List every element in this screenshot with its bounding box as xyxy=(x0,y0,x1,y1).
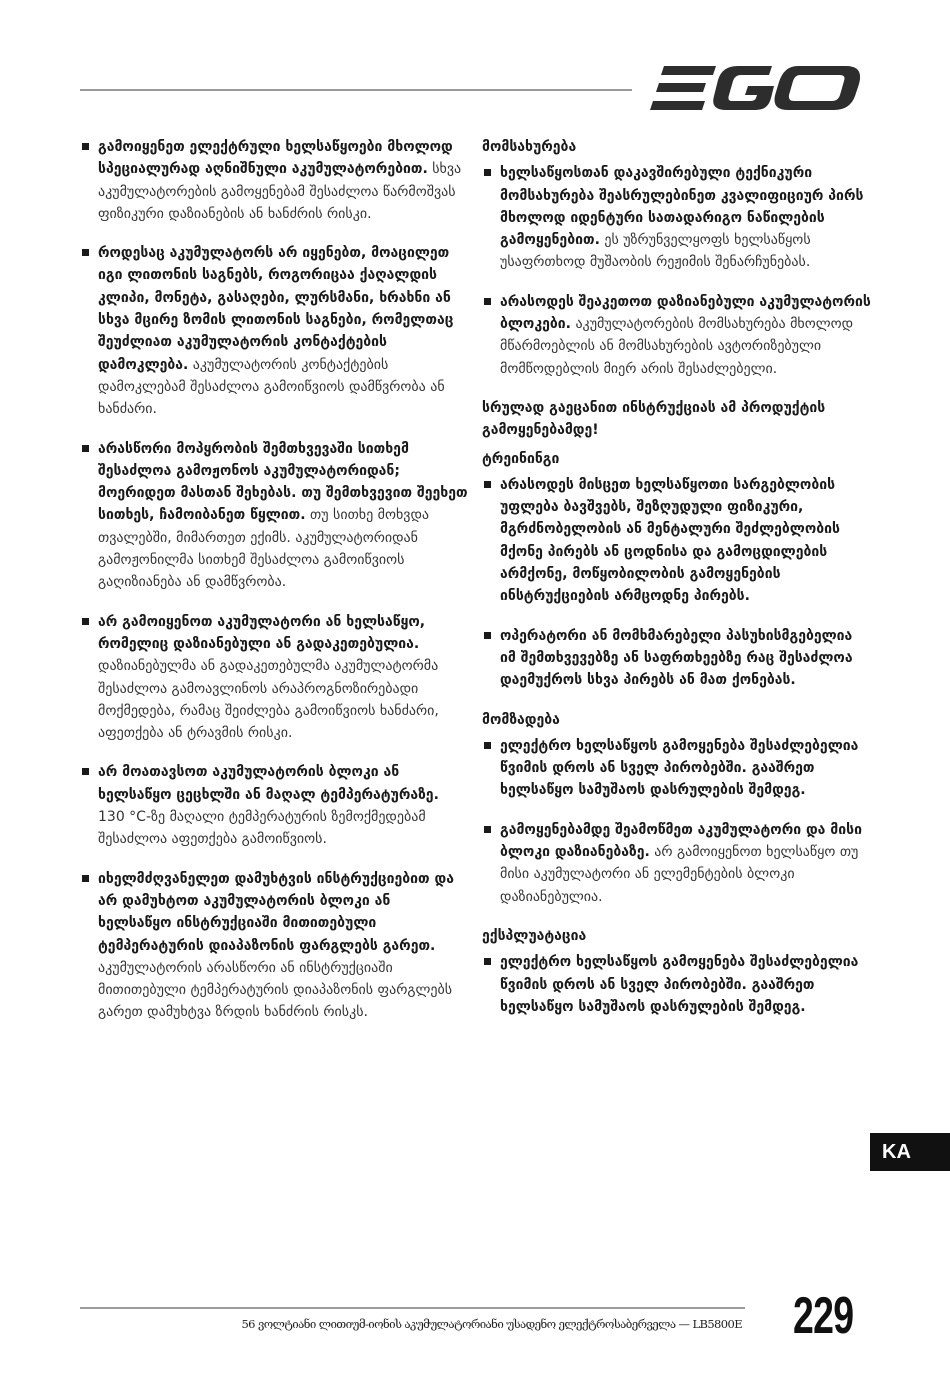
left-column xyxy=(80,136,468,1041)
list-item xyxy=(80,611,468,745)
list-item xyxy=(482,474,872,608)
footer-rule xyxy=(80,1307,745,1309)
item-text: აკუმულატორის არასწორი ან ინსტრუქციაში მითითებული ტემპერატურის დიაპაზონის ფარგლებს გარეთ დამუხტვა ზრდის ხანძრის რისკს. xyxy=(98,959,453,1021)
item-text: სხვა აკუმულატორების გამოყენებამ შესაძლოა წარმოშვას ფიზიკური დაზიანების ან ხანძრის რისკი. xyxy=(98,161,462,222)
list-item xyxy=(482,819,872,908)
item-bold-text: არ მოათავსოთ აკუმულატორის ბლოკი ან ხელსაწყო ცეცხლში ან მაღალ ტემპერატურაზე. xyxy=(98,764,439,803)
item-bold-text: გამოიყენეთ ელექტრული ხელსაწყოები მხოლოდ სპეციალურად აღნიშნული აკუმულატორებით. xyxy=(98,139,453,178)
training-list xyxy=(482,474,872,692)
item-text: აკუმულატორის კონტაქტების დამოკლებამ შესაძლოა გამოიწვიოს დამწვრობა ან ხანძარი. xyxy=(98,356,445,418)
list-item xyxy=(482,735,872,802)
section-heading-preparation: მომზადება xyxy=(482,711,560,728)
safety-list xyxy=(80,136,468,1024)
read-instructions-notice: სრულად გაეცანით ინსტრუქციას ამ პროდუქტის გამოყენებამდე! xyxy=(482,399,826,439)
item-text: 130 °C-ზე მაღალი ტემპერატურის ზემოქმედებამ შესაძლოა აფეთქება გამოიწვიოს. xyxy=(98,809,426,848)
item-bold-text: არასოდეს შეაკეთოთ დაზიანებული აკუმულატორის ბლოკები. xyxy=(500,293,871,333)
operation-list xyxy=(482,951,872,1018)
list-item xyxy=(80,136,468,225)
service-list xyxy=(482,162,872,380)
list-item xyxy=(80,761,468,850)
header-rule xyxy=(80,89,632,91)
item-text: არ გამოიყენოთ ხელსაწყო თუ მისი აკუმულატორი ან ელემენტების ბლოკი დაზიანებულია. xyxy=(500,844,859,905)
footer-product-name: 56 ვოლტიანი ლითიუმ-იონის აკუმულატორიანი უსადენო ელექტროსაბერველა — LB5800E xyxy=(241,1317,742,1331)
item-text: თუ სითხე მოხვდა თვალებში, მიმართეთ ექიმს. აკუმულატორიდან გამოჟონილმა სითხემ შესაძლოა გამოიწვიოს გაღიზიანება ან დამწვრობა. xyxy=(98,507,430,591)
list-item xyxy=(80,868,468,1024)
item-text: აკუმულატორების მომსახურება მხოლოდ მწარმოებლის ან მომსახურების ავტორიზებული მომწოდებლის მიერ არის შესაძლებელი. xyxy=(500,316,854,377)
item-bold-text: ელექტრო ხელსაწყოს გამოყენება შესაძლებელია წვიმის დროს ან სველ პირობებში. გააშრეთ ხელსაწყო სამუშაოს დასრულების შემდეგ. xyxy=(500,737,859,799)
item-bold-text: იხელმძღვანელეთ დამუხტვის ინსტრუქციებით და არ დამუხტოთ აკუმულატორის ბლოკი ან ხელსაწყო ინსტრუქციაში მითითებული ტემპერატურის დიაპაზონის ფარგლებს გარეთ. xyxy=(98,870,454,954)
section-heading-operation: ექსპლუატაცია xyxy=(482,927,587,944)
item-bold-text: არასოდეს მისცეთ ხელსაწყოთი სარგებლობის უფლება ბავშვებს, შეზღუდული ფიზიკური, მგრძნობელობის ან მენტალური შეძლებლობის მქონე პირებს ან ცოდნისა და გამოცდილების არმქონე, მოწყობილობის გამოყენების ინსტრუქციების არმცოდნე პირებს. xyxy=(500,476,840,605)
page-number: 229 xyxy=(793,1287,854,1345)
list-item xyxy=(80,438,468,594)
item-text: დაზიანებულმა ან გადაკეთებულმა აკუმულატორმა შესაძლოა გამოავლინოს არაპროგნოზირებადი მოქმედება, რამაც შეიძლება გამოიწვიოს ხანძარი, აფეთქება ან ტრავმის რისკი. xyxy=(98,658,439,742)
item-bold-text: არასწორი მოპყრობის შემთხვევაში სითხემ შესაძლოა გამოჟონოს აკუმულატორიდან; მოერიდეთ მასთან შეხებას. თუ შემთხვევით შეეხეთ სითხეს, ჩამოიბანეთ წყლით. xyxy=(98,440,468,524)
list-item xyxy=(482,291,872,380)
right-column xyxy=(482,136,872,1035)
section-heading-training: ტრეინინგი xyxy=(482,450,560,467)
item-bold-text: ხელსაწყოსთან დაკავშირებული ტექნიკური მომსახურება შეასრულებინეთ კვალიფიციურ პირს მხოლოდ იდენტური სათადარიგო ნაწილების გამოყენებით. xyxy=(500,165,864,249)
language-tab: KA xyxy=(870,1133,950,1171)
list-item xyxy=(482,951,872,1018)
ego-logo xyxy=(650,64,862,112)
list-item xyxy=(482,162,872,273)
section-heading-service: მომსახურება xyxy=(482,139,577,155)
item-bold-text: ელექტრო ხელსაწყოს გამოყენება შესაძლებელია წვიმის დროს ან სველ პირობებში. გააშრეთ ხელსაწყო სამუშაოს დასრულების შემდეგ. xyxy=(500,954,859,1015)
list-item xyxy=(482,625,872,692)
item-bold-text: არ გამოიყენოთ აკუმულატორი ან ხელსაწყო, რომელიც დაზიანებული ან გადაკეთებულია. xyxy=(98,613,426,652)
item-bold-text: როდესაც აკუმულატორს არ იყენებთ, მოაცილეთ იგი ლითონის საგნებს, როგორიცაა ქაღალდის კლიპი, მონეტა, გასაღები, ლურსმანი, ხრახნი ან სხვა მცირე ზომის ლითონის საგნები, რომელთაც შეუძლიათ აკუმულატორის კონტაქტების დამოკლება. xyxy=(98,245,454,373)
item-text: ეს უზრუნველყოფს ხელსაწყოს უსაფრთხოდ მუშაობის რეჟიმის შენარჩუნებას. xyxy=(500,232,811,271)
item-bold-text: გამოყენებამდე შეამოწმეთ აკუმულატორი და მისი ბლოკი დაზიანებაზე. xyxy=(500,821,862,861)
item-bold-text: ოპერატორი ან მომხმარებელი პასუხისმგებელია იმ შემთხვევებზე ან საფრთხეებზე რაც შესაძლოა დაემუქროს სხვა პირებს ან მათ ქონებას. xyxy=(500,627,853,689)
list-item xyxy=(80,242,468,420)
preparation-list xyxy=(482,735,872,908)
